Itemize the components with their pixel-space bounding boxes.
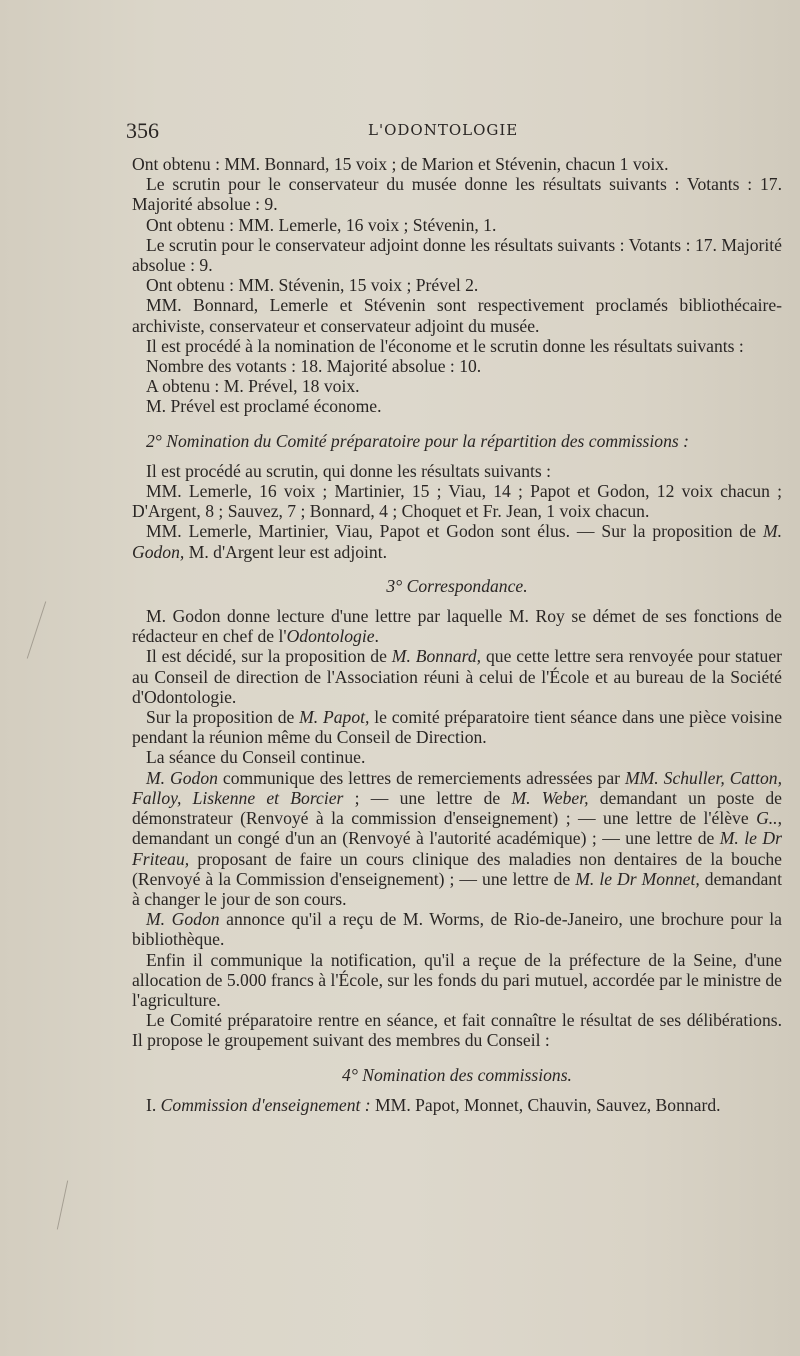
text-run: Sur la proposition de <box>146 707 300 728</box>
italic-name: M. Godon <box>146 767 218 788</box>
paragraph <box>132 521 782 561</box>
text-run: le comité préparatoire tient séance dans une pièce voisine pendant la réunion même du Conseil de Direction. <box>132 707 782 748</box>
italic-name: M. Godon <box>146 909 220 930</box>
italic-name: M. Weber, <box>511 787 589 808</box>
italic-name: MM. Schuller, Catton, Falloy, Liskenne et Borcier <box>132 767 782 808</box>
text-run: . <box>374 626 379 647</box>
italic-title: Commission d'enseignement : <box>160 1094 371 1115</box>
italic-name: G.. <box>756 808 778 829</box>
text-run: , demandant un congé d'un an (Renvoyé à l'autorité académique) ; — une lettre de <box>132 808 782 849</box>
paragraph: MM. Lemerle, 16 voix ; Martinier, 15 ; Viau, 14 ; Papot et Godon, 12 voix chacun ; D'Argent, 8 ; Sauvez, 7 ; Bonnard, 4 ; Choquet et Fr. Jean, 1 voix chacun. <box>132 481 782 522</box>
text-run: que cette lettre sera renvoyée pour statuer au Conseil de direction de l'Association réuni à celui de l'École et au bureau de la Société d'Odontologie. <box>132 646 783 707</box>
text-run: ; — une lettre de <box>343 787 512 808</box>
paragraph <box>132 768 782 909</box>
paragraph: Nombre des votants : 18. Majorité absolue : 10. <box>146 356 482 377</box>
page-number: 356 <box>126 118 159 143</box>
running-title: L'ODONTOLOGIE <box>368 121 519 139</box>
text-run: MM. Lemerle, Martinier, Viau, Papot et Godon sont élus. — Sur la proposition de <box>146 521 757 542</box>
paragraph <box>132 1095 782 1115</box>
text-run: Il est décidé, sur la proposition de <box>146 646 392 667</box>
paragraph: M. Prével est proclamé économe. <box>146 396 382 417</box>
paragraph: MM. Bonnard, Lemerle et Stévenin sont respectivement proclamés bibliothécaire-archiviste, conservateur et conservateur adjoint du musée. <box>132 295 782 336</box>
italic-name: M. le Dr Monnet, <box>575 868 700 889</box>
body-text <box>132 154 782 1115</box>
paragraph: Il est procédé à la nomination de l'économe et le scrutin donne les résultats suivants : <box>146 335 744 356</box>
italic-name: M. Bonnard, <box>391 646 482 667</box>
paragraph: Ont obtenu : MM. Stévenin, 15 voix ; Prével 2. <box>146 275 479 296</box>
paragraph: Le Comité préparatoire rentre en séance, et fait connaître le résultat de ses délibérations. Il propose le groupement suivant des membres du Conseil : <box>132 1010 782 1051</box>
paragraph: Ont obtenu : MM. Lemerle, 16 voix ; Stévenin, 1. <box>146 214 497 235</box>
paragraph: La séance du Conseil continue. <box>146 747 366 768</box>
text-run: MM. Papot, Monnet, Chauvin, Sauvez, Bonnard. <box>370 1094 721 1115</box>
section-heading: 3° Correspondance. <box>386 575 528 596</box>
text-run: demandant à changer le jour de son cours. <box>132 868 782 909</box>
paragraph: Ont obtenu : MM. Bonnard, 15 voix ; de Marion et Stévenin, chacun 1 voix. <box>132 154 669 174</box>
section-heading: 2° Nomination du Comité préparatoire pour la répartition des commissions : <box>146 430 689 451</box>
paragraph <box>132 707 782 747</box>
paragraph <box>132 646 782 707</box>
paragraph: Le scrutin pour le conservateur du musée donne les résultats suivants : Votants : 17. Majorité absolue : 9. <box>132 174 782 215</box>
italic-name: M. Papot, <box>299 707 370 728</box>
text-run: communique des lettres de remerciements adressées par <box>217 767 625 788</box>
text-run: proposant de faire un cours clinique des maladies non dentaires de la bouche (Renvoyé à la Commission d'enseignement) ; — une lettre de <box>132 848 782 889</box>
text-run: M. d'Argent leur est adjoint. <box>188 541 388 562</box>
italic-name: M. le Dr Friteau, <box>132 828 782 869</box>
text-run: I. <box>146 1094 161 1115</box>
section-heading: 4° Nomination des commissions. <box>342 1064 572 1085</box>
paragraph <box>132 606 782 646</box>
paragraph: Le scrutin pour le conservateur adjoint donne les résultats suivants : Votants : 17. Majorité absolue : 9. <box>132 234 782 276</box>
text-run: annonce qu'il a reçu de M. Worms, de Rio-de-Janeiro, une brochure pour la bibliothèque. <box>132 909 782 950</box>
margin-scratch-mark <box>27 601 46 658</box>
paragraph: Il est procédé au scrutin, qui donne les résultats suivants : <box>146 460 552 481</box>
margin-scratch-mark <box>57 1180 68 1229</box>
italic-name: M. Godon, <box>132 521 782 562</box>
paragraph <box>132 909 782 949</box>
italic-title: Odontologie <box>286 626 375 647</box>
text-run: M. Godon donne lecture d'une lettre par laquelle M. Roy se démet de ses fonctions de rédacteur en chef de l' <box>132 606 782 647</box>
text-run: demandant un poste de démonstrateur (Renvoyé à la commission d'enseignement) ; — une lettre de l'élève <box>132 787 782 829</box>
page-header <box>126 118 786 148</box>
paragraph: Enfin il communique la notification, qu'il a reçue de la préfecture de la Seine, d'une allocation de 5.000 francs à l'École, sur les fonds du pari mutuel, accordée par le ministre de l'agriculture. <box>132 949 782 1010</box>
paragraph: A obtenu : M. Prével, 18 voix. <box>146 376 360 397</box>
